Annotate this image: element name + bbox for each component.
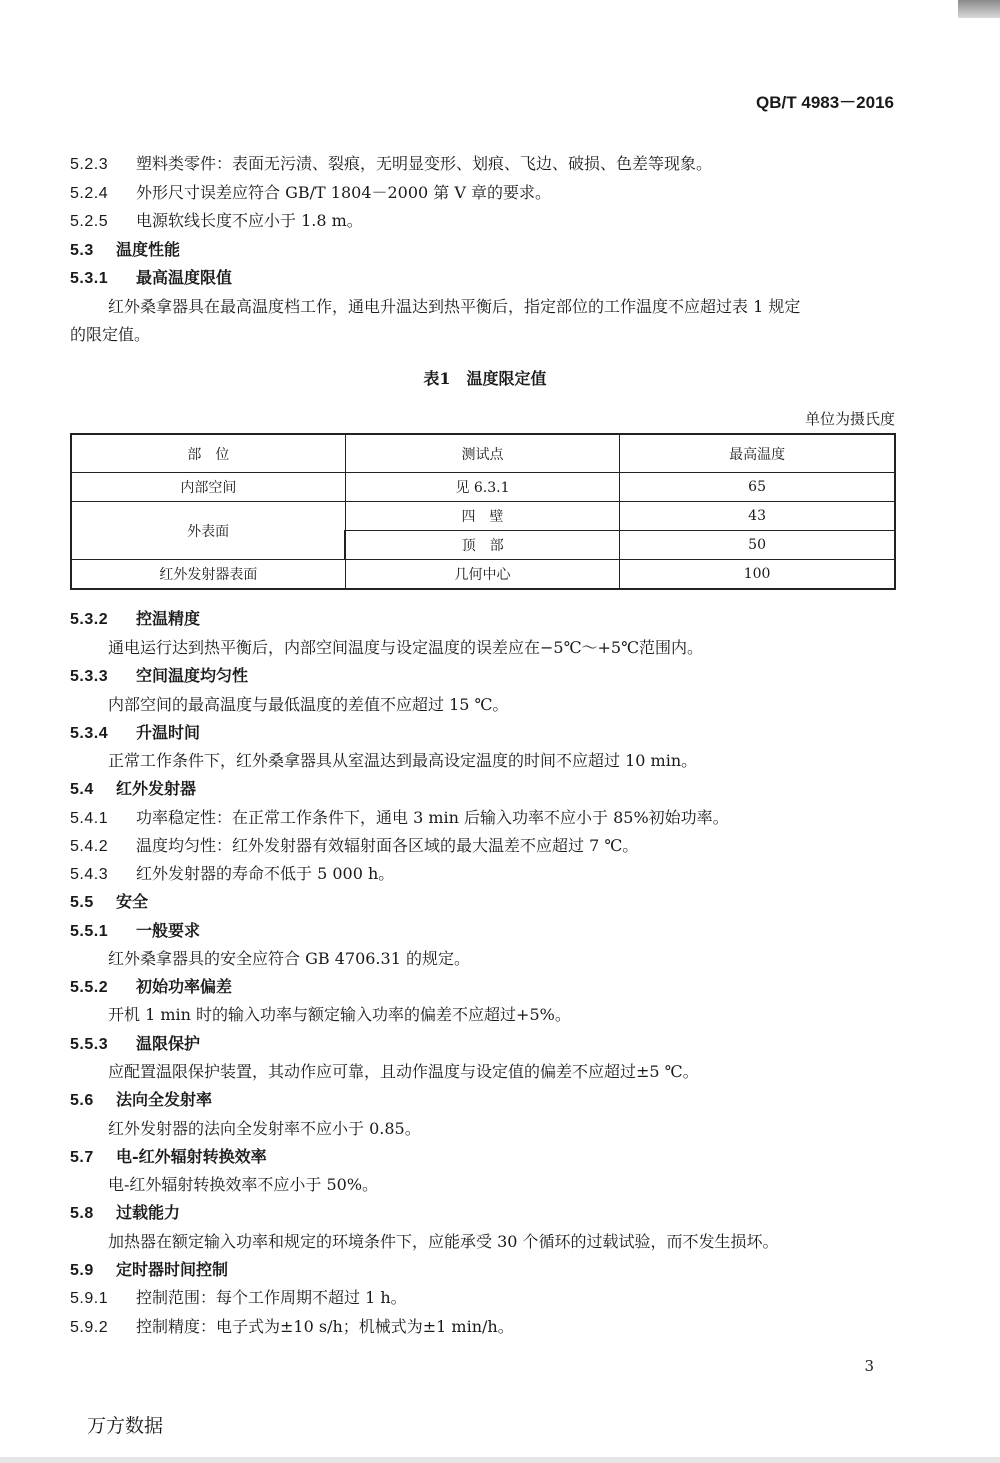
cell-test-point: 顶 部 [345,531,619,560]
clause-number: 5.5.1 [70,923,109,940]
section-number: 5.8 [70,1205,94,1222]
clause-title: 空间温度均匀性 [136,666,249,685]
section-number: 5.3 [70,242,94,259]
section-5-7-heading [70,1146,267,1169]
clause-5-5-2-heading [70,976,232,999]
clause-number: 5.3.2 [70,611,109,628]
paragraph-line: 电-红外辐射转换效率不应小于 50%。 [108,1175,379,1194]
clause-number: 5.5.3 [70,1036,109,1053]
cell-test-point: 几何中心 [345,560,619,590]
section-title: 红外发射器 [116,779,197,798]
paragraph-line: 内部空间的最高温度与最低温度的差值不应超过 15 ℃。 [108,695,509,714]
clause-text: 外形尺寸误差应符合 GB/T 1804－2000 第 V 章的要求。 [136,183,552,202]
section-title: 温度性能 [116,240,181,259]
paragraph-line: 加热器在额定输入功率和规定的环境条件下，应能承受 30 个循环的过载试验，而不发生损坏。 [108,1232,779,1251]
section-5-5-heading [70,891,148,914]
paragraph-line: 应配置温限保护装置，其动作应可靠，且动作温度与设定值的偏差不应超过±5 ℃。 [108,1062,699,1081]
clause-text: 温度均匀性：红外发射器有效辐射面各区域的最大温差不应超过 7 ℃。 [136,836,639,855]
table-title: 表1 温度限定值 [423,369,547,388]
section-title: 安全 [116,892,149,911]
clause-number: 5.4.3 [70,866,109,883]
page-corner-shadow [958,0,1000,18]
clause-number: 5.5.2 [70,979,109,996]
clause-text: 控制范围：每个工作周期不超过 1 h。 [136,1288,407,1307]
clause-title: 控温精度 [136,609,201,628]
table-row [71,560,895,590]
clause-5-9-2 [70,1316,514,1339]
clause-5-2-3 [70,153,712,176]
clause-5-4-3 [70,863,394,886]
cell-max-temp: 100 [620,560,895,590]
clause-5-4-2 [70,835,638,858]
clause-5-2-4 [70,182,551,205]
standard-code: QB/T 4983－2016 [756,93,894,112]
paragraph-line: 红外桑拿器具在最高温度档工作，通电升温达到热平衡后，指定部位的工作温度不应超过表 1 规定 [108,297,801,316]
section-5-9-heading [70,1259,228,1282]
paragraph-line: 开机 1 min 时的输入功率与额定输入功率的偏差不应超过+5%。 [108,1005,571,1024]
clause-5-5-3-heading [70,1033,200,1056]
clause-5-5-1-heading [70,920,200,943]
clause-text: 控制精度：电子式为±10 s/h；机械式为±1 min/h。 [136,1317,514,1336]
clause-text: 功率稳定性：在正常工作条件下，通电 3 min 后输入功率不应小于 85%初始功率。 [136,808,729,827]
clause-title: 初始功率偏差 [136,977,233,996]
cell-test-point: 四 壁 [345,502,619,531]
clause-text: 塑料类零件：表面无污渍、裂痕，无明显变形、划痕、飞边、破损、色差等现象。 [136,154,713,173]
section-number: 5.4 [70,781,94,798]
section-number: 5.7 [70,1149,94,1166]
section-title: 电-红外辐射转换效率 [116,1147,267,1166]
clause-number: 5.4.1 [70,810,109,827]
section-5-4-heading [70,778,196,801]
clause-text: 电源软线长度不应小于 1.8 m。 [136,211,363,230]
clause-5-2-5 [70,210,363,233]
clause-number: 5.3.3 [70,668,109,685]
temperature-limit-table [70,433,896,590]
paragraph-line: 通电运行达到热平衡后，内部空间温度与设定温度的误差应在−5℃～+5℃范围内。 [108,638,703,657]
table-unit: 单位为摄氏度 [804,410,895,428]
column-header-max-temp: 最高温度 [620,434,895,473]
clause-number: 5.3.4 [70,725,109,742]
paragraph-line: 的限定值。 [70,325,151,344]
section-number: 5.5 [70,894,94,911]
clause-number: 5.2.4 [70,185,109,202]
clause-title: 升温时间 [136,723,201,742]
section-title: 法向全发射率 [116,1090,213,1109]
clause-5-9-1 [70,1287,407,1310]
page-bottom-edge [0,1457,1000,1463]
cell-max-temp: 50 [620,531,895,560]
section-title: 定时器时间控制 [116,1260,229,1279]
section-number: 5.9 [70,1262,94,1279]
clause-title: 一般要求 [136,921,201,940]
section-title: 过载能力 [116,1203,181,1222]
section-5-6-heading [70,1089,212,1112]
clause-number: 5.9.1 [70,1290,109,1307]
source-footer: 万方数据 [87,1415,164,1437]
clause-5-3-4-heading [70,722,200,745]
clause-5-3-3-heading [70,665,248,688]
column-header-part: 部 位 [71,434,345,473]
cell-max-temp: 65 [620,473,895,502]
column-header-test-point: 测试点 [345,434,619,473]
clause-number: 5.4.2 [70,838,109,855]
paragraph-line: 红外发射器的法向全发射率不应小于 0.85。 [108,1119,421,1138]
cell-max-temp: 43 [620,502,895,531]
clause-number: 5.3.1 [70,270,109,287]
section-5-8-heading [70,1202,180,1225]
cell-part: 外表面 [71,502,345,560]
section-number: 5.6 [70,1092,94,1109]
clause-title: 温限保护 [136,1034,201,1053]
table-header-row [71,434,895,473]
clause-number: 5.2.3 [70,156,109,173]
page-number: 3 [864,1357,874,1375]
clause-5-3-1-heading [70,267,232,290]
cell-test-point: 见 6.3.1 [345,473,619,502]
table-row [71,473,895,502]
clause-text: 红外发射器的寿命不低于 5 000 h。 [136,864,395,883]
paragraph-line: 正常工作条件下，红外桑拿器具从室温达到最高设定温度的时间不应超过 10 min。 [108,751,698,770]
section-5-3-heading [70,239,180,262]
clause-5-4-1 [70,807,729,830]
paragraph-line: 红外桑拿器具的安全应符合 GB 4706.31 的规定。 [108,949,470,968]
clause-5-3-2-heading [70,608,200,631]
clause-number: 5.9.2 [70,1319,109,1336]
table-row [71,502,895,531]
cell-part: 内部空间 [71,473,345,502]
clause-title: 最高温度限值 [136,268,233,287]
clause-number: 5.2.5 [70,213,109,230]
cell-part: 红外发射器表面 [71,560,345,590]
